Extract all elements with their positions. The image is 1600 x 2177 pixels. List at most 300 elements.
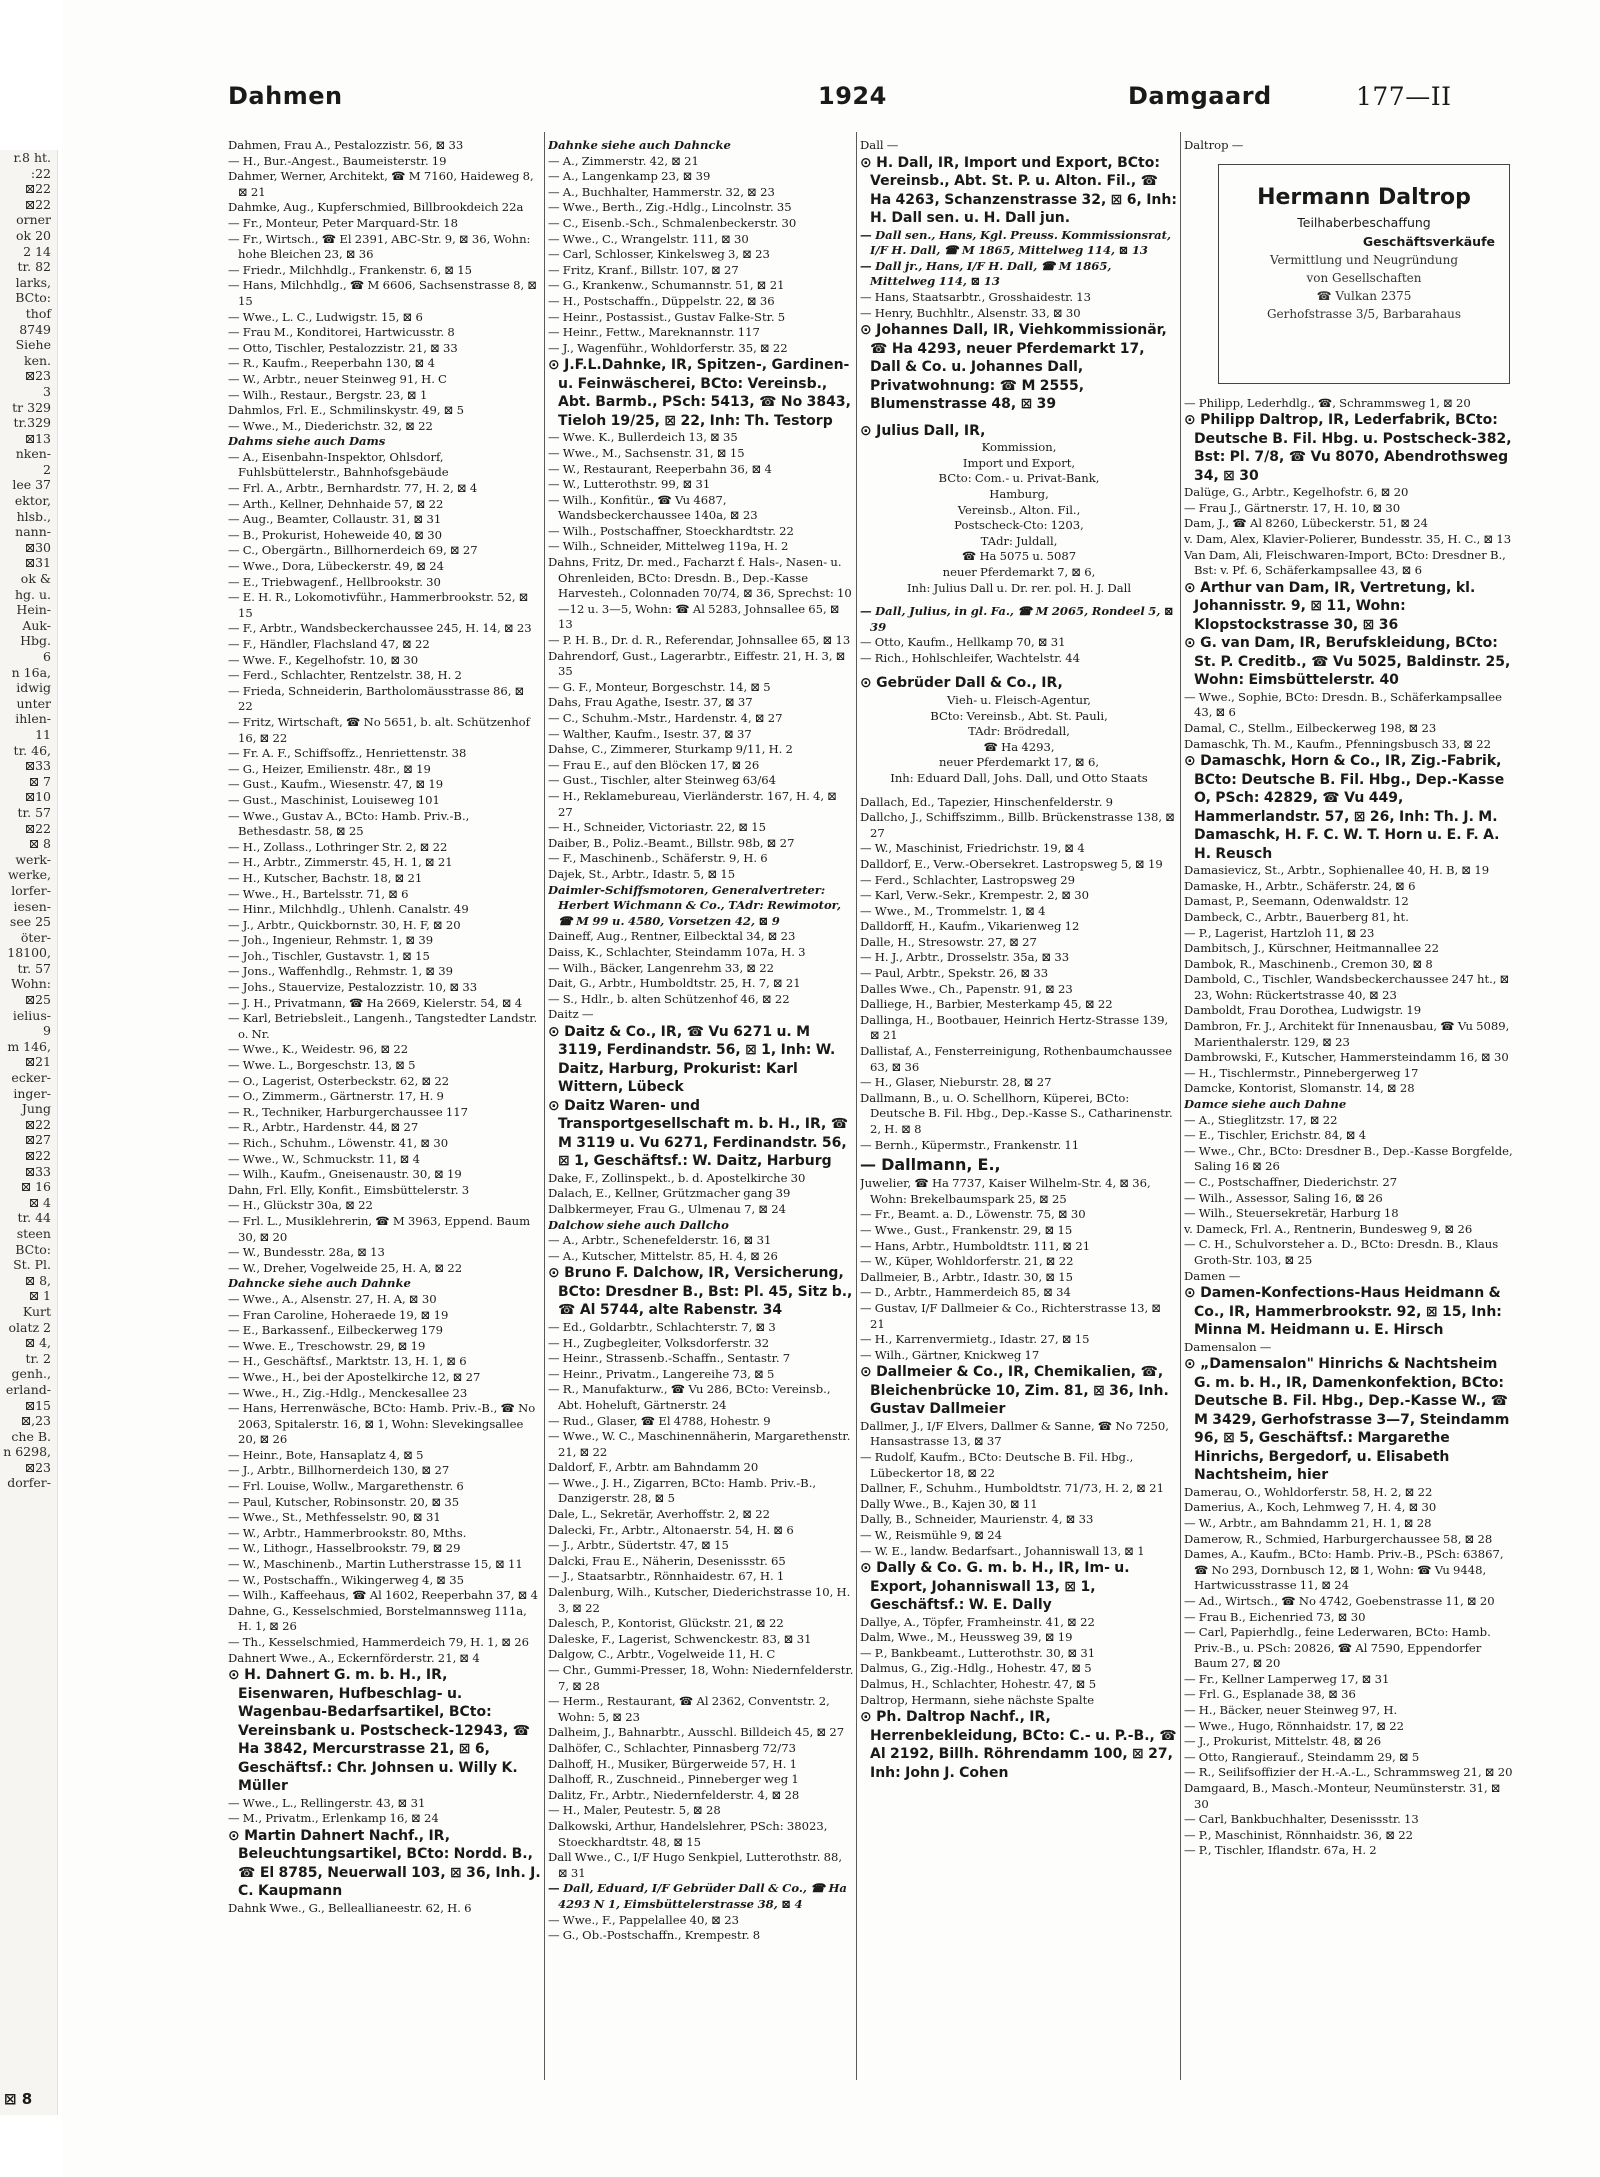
directory-entry: ⊙ „Damensalon" Hinrichs & Nachtsheim G. m. b. H., IR, Damenkonfektion, BCto: Deutsche B. Fil. Hbg., Dep.-Kasse W., ☎ M 3429, Gerhofstrasse 3—7, Steindamm 96, ⊠ 5, Geschäftsf.: Margarethe Hinrichs, Bergedorf, u. Elisabeth Nachtsheim, hier xyxy=(1184,1356,1510,1484)
directory-entry: Dalmus, G., Zig.-Hdlg., Hohestr. 47, ⊠ 5 xyxy=(860,1661,1092,1676)
directory-entry: Dahse, C., Zimmerer, Sturkamp 9/11, H. 2 xyxy=(548,742,793,757)
directory-entry: — Frieda, Schneiderin, Bartholomäusstrasse 86, ⊠ 22 xyxy=(228,683,525,714)
directory-entry: Dahs, Frau Agathe, Isestr. 37, ⊠ 37 xyxy=(548,695,753,710)
directory-entry: ⊙ Dally & Co. G. m. b. H., IR, Im- u. Export, Johanniswall 13, ⊠ 1, Geschäftsf.: W. E. Dally xyxy=(860,1560,1130,1614)
page-number: 177—II xyxy=(1356,82,1452,111)
directory-entry: — A., Arbtr., Schenefelderstr. 16, ⊠ 31 xyxy=(548,1233,772,1248)
directory-entry: neuer Pferdemarkt 17, ⊠ 6, xyxy=(938,755,1100,770)
edge-fragment: thof xyxy=(25,305,51,321)
directory-entry: — A., Stieglitzstr. 17, ⊠ 22 xyxy=(1184,1112,1338,1127)
directory-entry: ⊙ Julius Dall, IR, xyxy=(860,422,986,439)
directory-entry: — E., Triebwagenf., Hellbrookstr. 30 xyxy=(228,574,441,589)
edge-fragment: ⊠22 xyxy=(24,196,51,212)
edge-fragment: hlsb., xyxy=(16,508,51,524)
directory-entry: Dallcho, J., Schiffszimm., Billb. Brückenstrasse 138, ⊠ 27 xyxy=(860,810,1175,840)
edge-fragment: tr. 44 xyxy=(17,1210,51,1226)
directory-entry: — Hans, Staatsarbtr., Grosshaidestr. 13 xyxy=(860,289,1092,304)
edge-fragment: n 16a, xyxy=(11,664,51,680)
directory-entry: Damen — xyxy=(1184,1268,1241,1283)
directory-entry: — Heinr., Postassist., Gustav Falke-Str. 5 xyxy=(548,309,786,324)
edge-fragment: Siehe xyxy=(15,337,51,353)
directory-entry: — Wilh., Postschaffner, Stoeckhardtstr. 22 xyxy=(548,523,794,538)
directory-entry: Damal, C., Stellm., Eilbeckerweg 198, ⊠ 23 xyxy=(1184,720,1437,735)
directory-entry: Dalitz, Fr., Arbtr., Niedernfelderstr. 4, ⊠ 28 xyxy=(548,1787,800,1802)
directory-entry: — Walther, Kaufm., Isestr. 37, ⊠ 37 xyxy=(548,726,752,741)
directory-entry: v. Dam, Alex, Klavier-Polierer, Bundesstr. 35, H. C., ⊠ 13 xyxy=(1184,531,1512,546)
edge-fragment: Kurt xyxy=(22,1303,51,1319)
directory-entry: ☎ Ha 4293, xyxy=(983,739,1055,754)
directory-entry: — Wwe., L. C., Ludwigstr. 15, ⊠ 6 xyxy=(228,309,423,324)
directory-entry: — Chr., Gummi-Presser, 18, Wohn: Niedernfelderstr. 7, ⊠ 28 xyxy=(548,1663,854,1693)
directory-entry: Dambitsch, J., Kürschner, Heitmannallee 22 xyxy=(1184,941,1440,956)
directory-entry: — Hans, Herrenwäsche, BCto: Hamb. Priv.-B., ☎ No 2063, Spitalerstr. 16, ⊠ 1, Wohn: Slevekingsallee 20, ⊠ 26 xyxy=(228,1401,536,1447)
column-rule xyxy=(1180,132,1181,2080)
directory-entry: Dalheim, J., Bahnarbtr., Ausschl. Billdeich 45, ⊠ 27 xyxy=(548,1725,845,1740)
directory-entry: — H., Schneider, Victoriastr. 22, ⊠ 15 xyxy=(548,820,766,835)
edge-fragment: ok 20 xyxy=(16,227,51,243)
directory-entry: Damce siehe auch Dahne xyxy=(1184,1097,1347,1112)
directory-entry: Dall — xyxy=(860,138,899,152)
directory-entry: Damasievicz, St., Arbtr., Sophienallee 40, H. B, ⊠ 19 xyxy=(1184,863,1490,878)
directory-entry: — Wwe., Hugo, Rönnhaidstr. 17, ⊠ 22 xyxy=(1184,1718,1405,1733)
directory-entry: Dalldorff, H., Kaufm., Vikarienweg 12 xyxy=(860,919,1080,934)
directory-entry: — H., Zugbegleiter, Volksdorferstr. 32 xyxy=(548,1335,770,1350)
directory-entry: Vieh- u. Fleisch-Agentur, xyxy=(947,692,1091,707)
directory-entry: — H., Glückstr 30a, ⊠ 22 xyxy=(228,1198,373,1213)
directory-entry: TAdr: Juldall, xyxy=(980,533,1058,548)
directory-entry: Damgaard, B., Masch.-Monteur, Neumünsterstr. 31, ⊠ 30 xyxy=(1184,1781,1501,1811)
directory-entry: — W., Postschaffn., Wikingerweg 4, ⊠ 35 xyxy=(228,1572,464,1587)
directory-entry: — Fr., Kellner Lamperweg 17, ⊠ 31 xyxy=(1184,1671,1390,1686)
directory-entry: — Fr., Wirtsch., ☎ El 2391, ABC-Str. 9, ⊠ 36, Wohn: hohe Bleichen 23, ⊠ 36 xyxy=(228,231,531,262)
edge-fragment: ⊠25 xyxy=(24,992,51,1008)
directory-entry: — C., Obergärtn., Billhornerdeich 69, ⊠ 27 xyxy=(228,543,478,558)
directory-entry: — A., Buchhalter, Hammerstr. 32, ⊠ 23 xyxy=(548,184,775,199)
directory-entry: — Dall jr., Hans, I/F H. Dall, ☎ M 1865, Mittelweg 114, ⊠ 13 xyxy=(860,258,1112,289)
directory-entry: — J., Staatsarbtr., Rönnhaidestr. 67, H. 1 xyxy=(548,1569,785,1584)
advertisement-box xyxy=(1218,164,1510,384)
directory-entry: — Philipp, Lederhdlg., ☎, Schrammsweg 1, ⊠ 20 xyxy=(1184,395,1471,410)
directory-entry: — Paul, Arbtr., Spekstr. 26, ⊠ 33 xyxy=(860,966,1049,981)
directory-entry: — F., Arbtr., Wandsbeckerchaussee 245, H. 14, ⊠ 23 xyxy=(228,621,532,636)
directory-entry: — Wwe., M., Trommelstr. 1, ⊠ 4 xyxy=(860,903,1046,918)
edge-fragment: ⊠22 xyxy=(24,820,51,836)
directory-entry: — W., Arbtr., Hammerbrookstr. 80, Mths. xyxy=(228,1525,467,1540)
directory-entry: Dait, G., Arbtr., Humboldtstr. 25, H. 7, ⊠ 21 xyxy=(548,976,801,991)
directory-entry: — H., Tischlermstr., Pinnebergerweg 17 xyxy=(1184,1065,1419,1080)
edge-fragment: inger- xyxy=(13,1085,51,1101)
directory-entry: Inh: Eduard Dall, Johs. Dall, und Otto Staats xyxy=(890,770,1148,785)
directory-entry: — W., Lutterothstr. 99, ⊠ 31 xyxy=(548,477,711,492)
edge-fragment: 8749 xyxy=(19,321,51,337)
edge-fragment: orner xyxy=(16,212,51,228)
directory-entry: Dallmann, B., u. O. Schellhorn, Küperei, BCto: Deutsche B. Fil. Hbg., Dep.-Kasse S., Catharinenstr. 2, H. ⊠ 8 xyxy=(860,1090,1173,1136)
directory-entry: — Wwe., C., Wrangelstr. 111, ⊠ 30 xyxy=(548,231,749,246)
margin-stamp: ⊠ 8 xyxy=(4,2090,33,2108)
directory-entry: Dambeck, C., Arbtr., Bauerberg 81, ht. xyxy=(1184,909,1409,924)
edge-fragment: ⊠23 xyxy=(24,1459,51,1475)
directory-entry: — W., Dreher, Vogelweide 25, H. A, ⊠ 22 xyxy=(228,1260,463,1275)
directory-entry: — C., Postschaffner, Diederichstr. 27 xyxy=(1184,1175,1398,1189)
edge-fragment: ⊠30 xyxy=(24,539,51,555)
directory-entry: — Fritz, Wirtschaft, ☎ No 5651, b. alt. Schützenhof 16, ⊠ 22 xyxy=(228,714,530,745)
edge-fragment: tr. 57 xyxy=(17,804,51,820)
directory-entry: — Hans, Milchhdlg., ☎ M 6606, Sachsenstrasse 8, ⊠ 15 xyxy=(228,278,538,308)
directory-entry: ⊙ Damaschk, Horn & Co., IR, Zig.-Fabrik, BCto: Deutsche B. Fil. Hbg., Dep.-Kasse O, PSch: 42829, ☎ Vu 449, Hammerlandstr. 57, ⊠ 26, Inh: Th. J. M. Damaschk, H. F. C. W. T. Horn u. E. F. A. H. Reusch xyxy=(1184,753,1505,862)
directory-entry: — G., Heizer, Emilienstr. 48r., ⊠ 19 xyxy=(228,761,431,776)
directory-entry: Dahrendorf, Gust., Lagerarbtr., Eiffestr. 21, H. 3, ⊠ 35 xyxy=(548,648,846,679)
header-first-entry: Dahmen xyxy=(228,82,343,110)
directory-entry: — Bernh., Küpermstr., Frankenstr. 11 xyxy=(860,1137,1080,1152)
directory-entry: — Wwe., Gust., Frankenstr. 29, ⊠ 15 xyxy=(860,1222,1073,1237)
edge-fragment: ⊠22 xyxy=(24,1148,51,1163)
directory-entry: ⊙ Ph. Daltrop Nachf., IR, Herrenbekleidung, BCto: C.- u. P.-B., ☎ Al 2192, Billh. Röhrendamm 100, ⊠ 27, Inh: John J. Cohen xyxy=(860,1709,1177,1781)
edge-fragment: tr. 2 xyxy=(25,1350,51,1366)
edge-fragment: ⊠10 xyxy=(24,789,51,805)
edge-fragment: BCto: xyxy=(15,290,51,306)
directory-entry: — Fr., Beamt. a. D., Löwenstr. 75, ⊠ 30 xyxy=(860,1207,1086,1222)
directory-entry: — H., Postschaffn., Düppelstr. 22, ⊠ 36 xyxy=(548,293,775,308)
directory-entry: — P., Tischler, Iflandstr. 67a, H. 2 xyxy=(1184,1843,1377,1858)
directory-entry: — Joh., Ingenieur, Rehmstr. 1, ⊠ 39 xyxy=(228,933,434,948)
directory-entry: — Gustav, I/F Dallmeier & Co., Richterstrasse 13, ⊠ 21 xyxy=(860,1300,1162,1331)
directory-entry: — J., Wagenführ., Wohldorferstr. 35, ⊠ 22 xyxy=(548,340,788,355)
directory-entry: — Wwe., W. C., Maschinennäherin, Margarethenstr. 21, ⊠ 22 xyxy=(548,1429,851,1459)
directory-entry: — H., Arbtr., Zimmerstr. 45, H. 1, ⊠ 21 xyxy=(228,855,453,870)
directory-entry: Dahne, G., Kesselschmied, Borstelmannsweg 111a, H. 1, ⊠ 26 xyxy=(228,1603,527,1634)
edge-fragment: ken. xyxy=(24,352,51,368)
directory-entry: — P., Bankbeamt., Lutterothstr. 30, ⊠ 31 xyxy=(860,1645,1096,1660)
directory-entry: — Heinr., Bote, Hansaplatz 4, ⊠ 5 xyxy=(228,1447,424,1462)
directory-entry: Dall Wwe., C., I/F Hugo Senkpiel, Lutterothstr. 88, ⊠ 31 xyxy=(548,1850,843,1880)
edge-fragment: ektor, xyxy=(14,493,51,509)
edge-fragment: tr.329 xyxy=(13,415,51,431)
directory-entry: BCto: Vereinsb., Abt. St. Pauli, xyxy=(930,708,1108,723)
directory-entry: — Wwe. L., Borgeschstr. 13, ⊠ 5 xyxy=(228,1058,416,1073)
directory-entry: — Gust., Maschinist, Louiseweg 101 xyxy=(228,792,440,807)
directory-entry: — P., Maschinist, Rönnhaidstr. 36, ⊠ 22 xyxy=(1184,1827,1414,1842)
directory-entry: Dalgow, C., Arbtr., Vogelweide 11, H. C xyxy=(548,1647,776,1662)
directory-entry: — Wwe., M., Diederichstr. 32, ⊠ 22 xyxy=(228,418,433,433)
directory-entry: Dahns, Fritz, Dr. med., Facharzt f. Hals-, Nasen- u. Ohrenleiden, BCto: Dresdn. B., Dep.-Kasse Harvesteh., Colonnaden 70/74, ⊠ 36, Sprechst: 10—12 u. 3—5, Wohn: ☎ Al 5283, Johnsallee 65, ⊠ 13 xyxy=(548,555,852,632)
directory-entry: — Frl. G., Esplanade 38, ⊠ 36 xyxy=(1184,1687,1356,1702)
edge-fragment: werk- xyxy=(15,851,51,867)
directory-entry: — Carl, Bankbuchhalter, Desenissstr. 13 xyxy=(1184,1812,1419,1827)
directory-entry: — G., Ob.-Postschaffn., Krempestr. 8 xyxy=(548,1928,761,1943)
directory-entry: — S., Hdlr., b. alten Schützenhof 46, ⊠ 22 xyxy=(548,991,790,1006)
directory-entry: Daimler-Schiffsmotoren, Generalvertreter: Herbert Wichmann & Co., TAdr: Rewimotor, ☎ M 99 u. 4580, Vorsetzen 42, ⊠ 9 xyxy=(548,882,841,928)
column-rule xyxy=(544,132,545,2080)
directory-entry: Dalkowski, Arthur, Handelslehrer, PSch: 38023, Stoeckhardtstr. 48, ⊠ 15 xyxy=(548,1818,828,1849)
edge-fragment: m 146, xyxy=(7,1038,51,1054)
directory-entry: ⊙ Arthur van Dam, IR, Vertretung, kl. Johannisstr. 9, ⊠ 11, Wohn: Klopstockstrasse 30, ⊠ 36 xyxy=(1184,579,1476,633)
directory-entry: — R., Seilifsoffizier der H.-A.-L., Schrammsweg 21, ⊠ 20 xyxy=(1184,1765,1513,1780)
directory-entry: — Arth., Kellner, Dehnhaide 57, ⊠ 22 xyxy=(228,496,444,511)
edge-fragment: öter- xyxy=(20,929,51,945)
directory-entry: — Heinr., Privatm., Langereihe 73, ⊠ 5 xyxy=(548,1366,775,1381)
directory-entry: Damensalon — xyxy=(1184,1339,1272,1354)
directory-entry: — Karl, Betriebsleit., Langenh., Tangstedter Landstr. o. Nr. xyxy=(228,1011,538,1041)
directory-entry: — E., Tischler, Erichstr. 84, ⊠ 4 xyxy=(1184,1128,1367,1143)
edge-fragment: nken- xyxy=(15,446,51,462)
directory-entry: Juwelier, ☎ Ha 7737, Kaiser Wilhelm-Str. 4, ⊠ 36, Wohn: Brekelbaumspark 25, ⊠ 25 xyxy=(860,1176,1151,1206)
directory-entry: — R., Kaufm., Reeperbahn 130, ⊠ 4 xyxy=(228,356,435,371)
directory-entry: — A., Eisenbahn-Inspektor, Ohlsdorf, Fuhlsbüttelerstr., Bahnhofsgebäude xyxy=(228,449,449,480)
directory-entry: — J., Arbtr., Südertstr. 47, ⊠ 15 xyxy=(548,1538,729,1553)
edge-fragment: erland- xyxy=(5,1381,51,1397)
directory-entry: Dalle, H., Stresowstr. 27, ⊠ 27 xyxy=(860,934,1037,949)
directory-entry: — Wwe., F., Pappelallee 40, ⊠ 23 xyxy=(548,1912,739,1927)
directory-entry: — Frau E., auf den Blöcken 17, ⊠ 26 xyxy=(548,757,760,772)
directory-entry: — Wwe., H., Bartelsstr. 71, ⊠ 6 xyxy=(228,886,409,901)
directory-entry: — H., Bur.-Angest., Baumeisterstr. 19 xyxy=(228,153,447,168)
directory-entry: Daiber, B., Poliz.-Beamt., Billstr. 98b, ⊠ 27 xyxy=(548,835,795,850)
ad-line: Teilhaberbeschaffung xyxy=(1297,214,1431,230)
directory-entry: Dalhoff, R., Zuschneid., Pinneberger weg 1 xyxy=(548,1772,799,1787)
directory-entry: ⊙ Philipp Daltrop, IR, Lederfabrik, BCto: Deutsche B. Fil. Hbg. u. Postscheck-382, Bst: Pl. 7/8, ☎ Vu 8070, Abendrothsweg 34, ⊠ 30 xyxy=(1184,412,1512,484)
directory-entry xyxy=(860,596,1178,604)
directory-entry: — M., Privatm., Erlenkamp 16, ⊠ 24 xyxy=(228,1811,439,1826)
edge-fragment: ⊠27 xyxy=(24,1132,51,1148)
directory-entry: Damerius, A., Koch, Lehmweg 7, H. 4, ⊠ 30 xyxy=(1184,1500,1437,1515)
directory-entry: — A., Zimmerstr. 42, ⊠ 21 xyxy=(548,153,699,168)
directory-entry: ⊙ J.F.L.Dahnke, IR, Spitzen-, Gardinen- u. Feinwäscherei, BCto: Vereinsb., Abt. Barmb., PSch: 5413, ☎ No 3843, Tieloh 19/25, ⊠ 22, Inh: Th. Testorp xyxy=(548,357,851,429)
edge-fragment: St. Pl. xyxy=(13,1257,51,1273)
directory-entry: Dallner, F., Schuhm., Humboldtstr. 71/73, H. 2, ⊠ 21 xyxy=(860,1481,1164,1496)
directory-entry: — H., Kutscher, Bachstr. 18, ⊠ 21 xyxy=(228,870,423,885)
directory-entry: TAdr: Brödredall, xyxy=(968,724,1070,739)
directory-entry: — H., Maler, Peutestr. 5, ⊠ 28 xyxy=(548,1803,721,1818)
directory-entry: Daiss, K., Schlachter, Steindamm 107a, H. 3 xyxy=(548,944,806,959)
edge-fragment: dorfer- xyxy=(7,1475,51,1491)
directory-entry: — J., Arbtr., Quickbornstr. 30, H. F, ⊠ 20 xyxy=(228,917,461,932)
directory-entry: — Ferd., Schlachter, Lastropsweg 29 xyxy=(860,872,1075,887)
edge-fragment: ⊠31 xyxy=(24,555,51,571)
directory-entry: — Otto, Tischler, Pestalozzistr. 21, ⊠ 33 xyxy=(228,340,458,355)
directory-entry: — Ad., Wirtsch., ☎ No 4742, Goebenstrasse 11, ⊠ 20 xyxy=(1184,1593,1495,1608)
directory-entry: — Gust., Tischler, alter Steinweg 63/64 xyxy=(548,773,777,788)
directory-entry: — Wwe., Chr., BCto: Dresdner B., Dep.-Kasse Borgfelde, Saling 16 ⊠ 26 xyxy=(1184,1143,1513,1174)
directory-entry: — Wwe., Dora, Lübeckerstr. 49, ⊠ 24 xyxy=(228,559,445,574)
directory-entry: — H. J., Arbtr., Drosselstr. 35a, ⊠ 33 xyxy=(860,950,1070,965)
directory-entry: Dalldorf, E., Verw.-Obersekret. Lastropsweg 5, ⊠ 19 xyxy=(860,856,1163,871)
column-4 xyxy=(1184,138,1514,2083)
directory-entry: Dalüge, G., Arbtr., Kegelhofstr. 6, ⊠ 20 xyxy=(1184,485,1409,500)
directory-entry: — Rudolf, Kaufm., BCto: Deutsche B. Fil. Hbg., Lübeckertor 18, ⊠ 22 xyxy=(860,1450,1134,1480)
directory-entry: Inh: Julius Dall u. Dr. rer. pol. H. J. Dall xyxy=(906,580,1132,595)
edge-fragment: ⊠ 16 xyxy=(20,1179,51,1195)
edge-fragment: ⊠ 1 xyxy=(28,1288,51,1304)
directory-entry: — Fritz, Kranf., Billstr. 107, ⊠ 27 xyxy=(548,262,739,277)
directory-entry: — Otto, Rangierauf., Steindamm 29, ⊠ 5 xyxy=(1184,1749,1420,1764)
directory-entry: Dambrowski, F., Kutscher, Hammersteindamm 16, ⊠ 30 xyxy=(1184,1050,1509,1065)
directory-entry: Damast, P., Seemann, Odenwaldstr. 12 xyxy=(1184,894,1409,909)
edge-fragment: ihlen- xyxy=(15,711,51,727)
directory-entry: neuer Pferdemarkt 7, ⊠ 6, xyxy=(942,564,1096,579)
directory-entry: — W., Reismühle 9, ⊠ 24 xyxy=(860,1527,1003,1542)
directory-entry: Damaschk, Th. M., Kaufm., Pfenningsbusch 33, ⊠ 22 xyxy=(1184,736,1491,751)
directory-entry: — O., Lagerist, Osterbeckstr. 62, ⊠ 22 xyxy=(228,1073,450,1088)
directory-entry: — Dallmann, E., xyxy=(860,1155,1001,1175)
edge-fragment: iesen- xyxy=(13,898,51,914)
edge-fragment: r.8 ht. xyxy=(13,150,51,165)
directory-entry: Damboldt, Frau Dorothea, Ludwigstr. 19 xyxy=(1184,1003,1422,1018)
edge-fragment: ielius- xyxy=(12,1007,51,1023)
directory-entry: — Dall, Eduard, I/F Gebrüder Dall & Co., ☎ Ha 4293 N 1, Eimsbüttelerstrasse 38, ⊠ 4 xyxy=(548,1881,847,1911)
directory-entry: — E., Barkassenf., Eilbeckerweg 179 xyxy=(228,1323,443,1338)
directory-entry: — A., Kutscher, Mittelstr. 85, H. 4, ⊠ 26 xyxy=(548,1248,778,1263)
directory-entry: Dalesch, P., Kontorist, Glückstr. 21, ⊠ 22 xyxy=(548,1616,784,1631)
header-year: 1924 xyxy=(818,82,887,110)
directory-entry: ☎ Ha 5075 u. 5087 xyxy=(961,549,1077,564)
previous-page-edge xyxy=(0,150,58,2115)
directory-entry: ⊙ Gebrüder Dall & Co., IR, xyxy=(860,675,1063,692)
edge-fragment: Hein- xyxy=(16,602,51,618)
directory-entry: — H., Karrenvermietg., Idastr. 27, ⊠ 15 xyxy=(860,1332,1090,1347)
directory-entry: — Rich., Schuhm., Löwenstr. 41, ⊠ 30 xyxy=(228,1136,449,1150)
directory-entry: — W., Maschinenb., Martin Lutherstrasse 15, ⊠ 11 xyxy=(228,1557,523,1572)
edge-fragment: ⊠ 4, xyxy=(24,1335,51,1351)
directory-entry: — J., Arbtr., Billhornerdeich 130, ⊠ 27 xyxy=(228,1463,450,1478)
directory-entry: Dalcki, Frau E., Näherin, Desenissstr. 65 xyxy=(548,1553,786,1568)
directory-entry: Kommission, xyxy=(981,440,1057,455)
directory-entry: — Dall, Julius, in gl. Fa., ☎ M 2065, Rondeel 5, ⊠ 39 xyxy=(860,604,1174,634)
directory-entry: — Wwe. K., Bullerdeich 13, ⊠ 35 xyxy=(548,430,738,445)
directory-entry: ⊙ Daitz & Co., IR, ☎ Vu 6271 u. M 3119, Ferdinandstr. 56, ⊠ 1, Inh: W. Daitz, Harburg, Prokurist: Karl Wittern, Lübeck xyxy=(548,1023,836,1096)
directory-entry: — Frl. L., Musiklehrerin, ☎ M 3963, Eppend. Baum 30, ⊠ 20 xyxy=(228,1213,531,1244)
directory-entry: Dallistaf, A., Fensterreinigung, Rothenbaumchaussee 63, ⊠ 36 xyxy=(860,1044,1173,1074)
directory-entry: Dalliege, H., Barbier, Mesterkamp 45, ⊠ 22 xyxy=(860,997,1113,1012)
directory-entry xyxy=(860,414,1178,422)
directory-entry: — Heinr., Fettw., Mareknannstr. 117 xyxy=(548,325,760,340)
directory-entry: — Wilh., Bäcker, Langenrehm 33, ⊠ 22 xyxy=(548,960,775,975)
edge-fragment: ⊠15 xyxy=(24,1397,51,1413)
directory-entry: — Frau M., Konditorei, Hartwicusstr. 8 xyxy=(228,325,455,340)
directory-entry: — Frau J., Gärtnerstr. 17, H. 10, ⊠ 30 xyxy=(1184,500,1401,515)
directory-entry: — W., Bundesstr. 28a, ⊠ 13 xyxy=(228,1245,385,1260)
column-rule xyxy=(856,132,857,2080)
directory-entry: — B., Prokurist, Hoheweide 40, ⊠ 30 xyxy=(228,527,443,542)
edge-fragment: Jung xyxy=(21,1101,51,1117)
directory-entry: — W. E., landw. Bedarfsart., Johanniswall 13, ⊠ 1 xyxy=(860,1543,1145,1558)
directory-entry: Dajek, St., Arbtr., Idastr. 5, ⊠ 15 xyxy=(548,866,736,881)
directory-entry: — Wwe., W., Schmuckstr. 11, ⊠ 4 xyxy=(228,1151,421,1166)
directory-entry: Postscheck-Cto: 1203, xyxy=(954,518,1084,533)
directory-entry: — Karl, Verw.-Sekr., Krempestr. 2, ⊠ 30 xyxy=(860,888,1089,903)
directory-entry: — F., Händler, Flachsland 47, ⊠ 22 xyxy=(228,637,430,651)
edge-fragment: unter xyxy=(16,695,51,711)
directory-entry: — F., Maschinenb., Schäferstr. 9, H. 6 xyxy=(548,851,768,866)
edge-fragment: 9 xyxy=(43,1023,51,1039)
ad-line: Geschäftsverkäufe xyxy=(1362,233,1495,249)
edge-fragment: 2 14 xyxy=(23,243,51,259)
column-1 xyxy=(228,138,542,2083)
directory-entry: Daitz — xyxy=(548,1007,594,1022)
directory-entry: Dambron, Fr. J., Architekt für Innenausbau, ☎ Vu 5089, Marienthalerstr. 129, ⊠ 23 xyxy=(1184,1019,1510,1049)
edge-fragment: Wohn: xyxy=(11,976,51,992)
directory-entry: ⊙ G. van Dam, IR, Berufskleidung, BCto: St. P. Creditb., ☎ Vu 5025, Baldinstr. 25, Wohn: Eimsbüttelerstr. 40 xyxy=(1184,635,1511,689)
directory-entry: Vereinsb., Alton. Fil., xyxy=(957,502,1081,517)
directory-entry: Dam, J., ☎ Al 8260, Lübeckerstr. 51, ⊠ 24 xyxy=(1184,516,1429,531)
directory-entry: — Rud., Glaser, ☎ El 4788, Hohestr. 9 xyxy=(548,1413,771,1428)
directory-entry: Dalenburg, Wilh., Kutscher, Diederichstrasse 10, H. 3, ⊠ 22 xyxy=(548,1585,851,1615)
directory-entry: ⊙ Dallmeier & Co., IR, Chemikalien, ☎, Bleichenbrücke 10, Zim. 81, ⊠ 36, Inh. Gustav Dallmeier xyxy=(860,1364,1169,1418)
directory-entry: — Wwe., Gustav A., BCto: Hamb. Priv.-B., Bethesdastr. 58, ⊠ 25 xyxy=(228,808,470,839)
edge-fragment: lee 37 xyxy=(12,477,51,493)
directory-entry: — Wilh., Schneider, Mittelweg 119a, H. 2 xyxy=(548,539,789,554)
edge-fragment: ⊠21 xyxy=(24,1054,51,1070)
directory-entry: — O., Zimmerm., Gärtnerstr. 17, H. 9 xyxy=(228,1089,444,1104)
edge-fragment: ok & xyxy=(20,571,51,587)
directory-entry: — H., Reklamebureau, Vierländerstr. 167, H. 4, ⊠ 27 xyxy=(548,788,837,819)
directory-entry: — P. H. B., Dr. d. R., Referendar, Johnsallee 65, ⊠ 13 xyxy=(548,633,851,648)
directory-entry: — Frl. Louise, Wollw., Margarethenstr. 6 xyxy=(228,1479,464,1494)
directory-entry: — J., Prokurist, Mittelstr. 48, ⊠ 26 xyxy=(1184,1734,1382,1749)
ad-address: Gerhofstrasse 3/5, Barbarahaus xyxy=(1266,306,1462,321)
directory-entry: — Wwe., H., bei der Apostelkirche 12, ⊠ 27 xyxy=(228,1369,481,1384)
directory-entry: — Ferd., Schlachter, Rentzelstr. 38, H. 2 xyxy=(228,668,462,683)
directory-entry: Dahncke siehe auch Dahnke xyxy=(228,1276,411,1291)
directory-entry: Damerow, R., Schmied, Harburgerchaussee 58, ⊠ 28 xyxy=(1184,1531,1493,1546)
directory-entry: — C., Eisenb.-Sch., Schmalenbeckerstr. 30 xyxy=(548,215,797,230)
directory-entry: Dallmer, J., I/F Elvers, Dallmer & Sanne, ☎ No 7250, Hansastrasse 13, ⊠ 37 xyxy=(860,1418,1169,1449)
edge-fragment: BCto: xyxy=(15,1241,51,1257)
directory-entry: — Wwe. F., Kegelhofstr. 10, ⊠ 30 xyxy=(228,652,419,667)
directory-entry: Dahms siehe auch Dams xyxy=(228,434,386,449)
directory-entry: — W., Lithogr., Hasselbrookstr. 79, ⊠ 29 xyxy=(228,1541,461,1556)
directory-entry: — A., Langenkamp 23, ⊠ 39 xyxy=(548,169,711,184)
edge-fragment: :22 xyxy=(30,165,51,181)
ad-line: Vermittlung und Neugründung xyxy=(1269,252,1459,267)
directory-entry: Dahmke, Aug., Kupferschmied, Billbrookdeich 22a xyxy=(228,200,524,215)
directory-entry: — Joh., Tischler, Gustavstr. 1, ⊠ 15 xyxy=(228,948,430,963)
directory-entry: — C. H., Schulvorsteher a. D., BCto: Dresdn. B., Klaus Groth-Str. 103, ⊠ 25 xyxy=(1184,1237,1499,1267)
directory-entry: Dalach, E., Kellner, Grützmacher gang 39 xyxy=(548,1186,791,1201)
edge-fragment: genh., xyxy=(11,1366,51,1382)
edge-fragment: ⊠22 xyxy=(24,1116,51,1132)
directory-entry: Dahn, Frl. Elly, Konfit., Eimsbüttelerstr. 3 xyxy=(228,1182,470,1197)
directory-entry: Dalhöfer, C., Schlachter, Pinnasberg 72/73 xyxy=(548,1740,796,1755)
edge-fragment: ⊠22 xyxy=(24,181,51,197)
directory-entry: — W., Maschinist, Friedrichstr. 19, ⊠ 4 xyxy=(860,841,1085,856)
edge-fragment: Auk- xyxy=(22,617,51,633)
directory-entry: — Frau B., Eichenried 73, ⊠ 30 xyxy=(1184,1609,1366,1624)
directory-entry: — Gust., Kaufm., Wiesenstr. 47, ⊠ 19 xyxy=(228,777,444,792)
edge-fragment: n 6298, xyxy=(3,1444,51,1460)
directory-entry: Daltrop — xyxy=(1184,138,1244,152)
directory-entry: — Wwe., K., Weidestr. 96, ⊠ 22 xyxy=(228,1042,409,1057)
column-3 xyxy=(860,138,1178,2083)
edge-fragment: 6 xyxy=(43,649,51,664)
directory-entry: Dalmus, H., Schlachter, Hohestr. 47, ⊠ 5 xyxy=(860,1677,1097,1692)
directory-entry: ⊙ Bruno F. Dalchow, IR, Versicherung, BCto: Dresdner B., Bst: Pl. 45, Sitz b., ☎ Al 5744, alte Rabenstr. 34 xyxy=(548,1265,853,1319)
directory-entry: Dahnk Wwe., G., Belleallianeestr. 62, H. 6 xyxy=(228,1900,472,1915)
edge-fragment: lorfer- xyxy=(11,882,51,898)
directory-entry: — Otto, Kaufm., Hellkamp 70, ⊠ 31 xyxy=(860,635,1066,650)
directory-entry: — Wilh., Steuersekretär, Harburg 18 xyxy=(1184,1206,1399,1221)
directory-entry: — P., Lagerist, Hartzloh 11, ⊠ 23 xyxy=(1184,925,1375,940)
directory-entry: — Th., Kesselschmied, Hammerdeich 79, H. 1, ⊠ 26 xyxy=(228,1635,530,1649)
edge-fragment: werke, xyxy=(7,867,51,883)
directory-entry: Dambold, C., Tischler, Wandsbeckerchaussee 247 ht., ⊠ 23, Wohn: Rückertstrasse 40, ⊠ 23 xyxy=(1184,972,1510,1002)
edge-fragment: ⊠ 4 xyxy=(28,1194,51,1210)
directory-entry: — H., Bäcker, neuer Steinweg 97, H. xyxy=(1184,1703,1398,1718)
directory-entry: — Paul, Kutscher, Robinsonstr. 20, ⊠ 35 xyxy=(228,1494,460,1509)
directory-entry: — H., Glaser, Nieburstr. 28, ⊠ 27 xyxy=(860,1075,1052,1090)
directory-entry: — Wilh., Restaur., Bergstr. 23, ⊠ 1 xyxy=(228,387,428,402)
directory-entry: ⊙ Martin Dahnert Nachf., IR, Beleuchtungsartikel, BCto: Nordd. B., ☎ El 8785, Neuerwall 103, ⊠ 36, Inh. J. C. Kaupmann xyxy=(228,1827,541,1900)
directory-entry: Hamburg, xyxy=(989,486,1049,501)
